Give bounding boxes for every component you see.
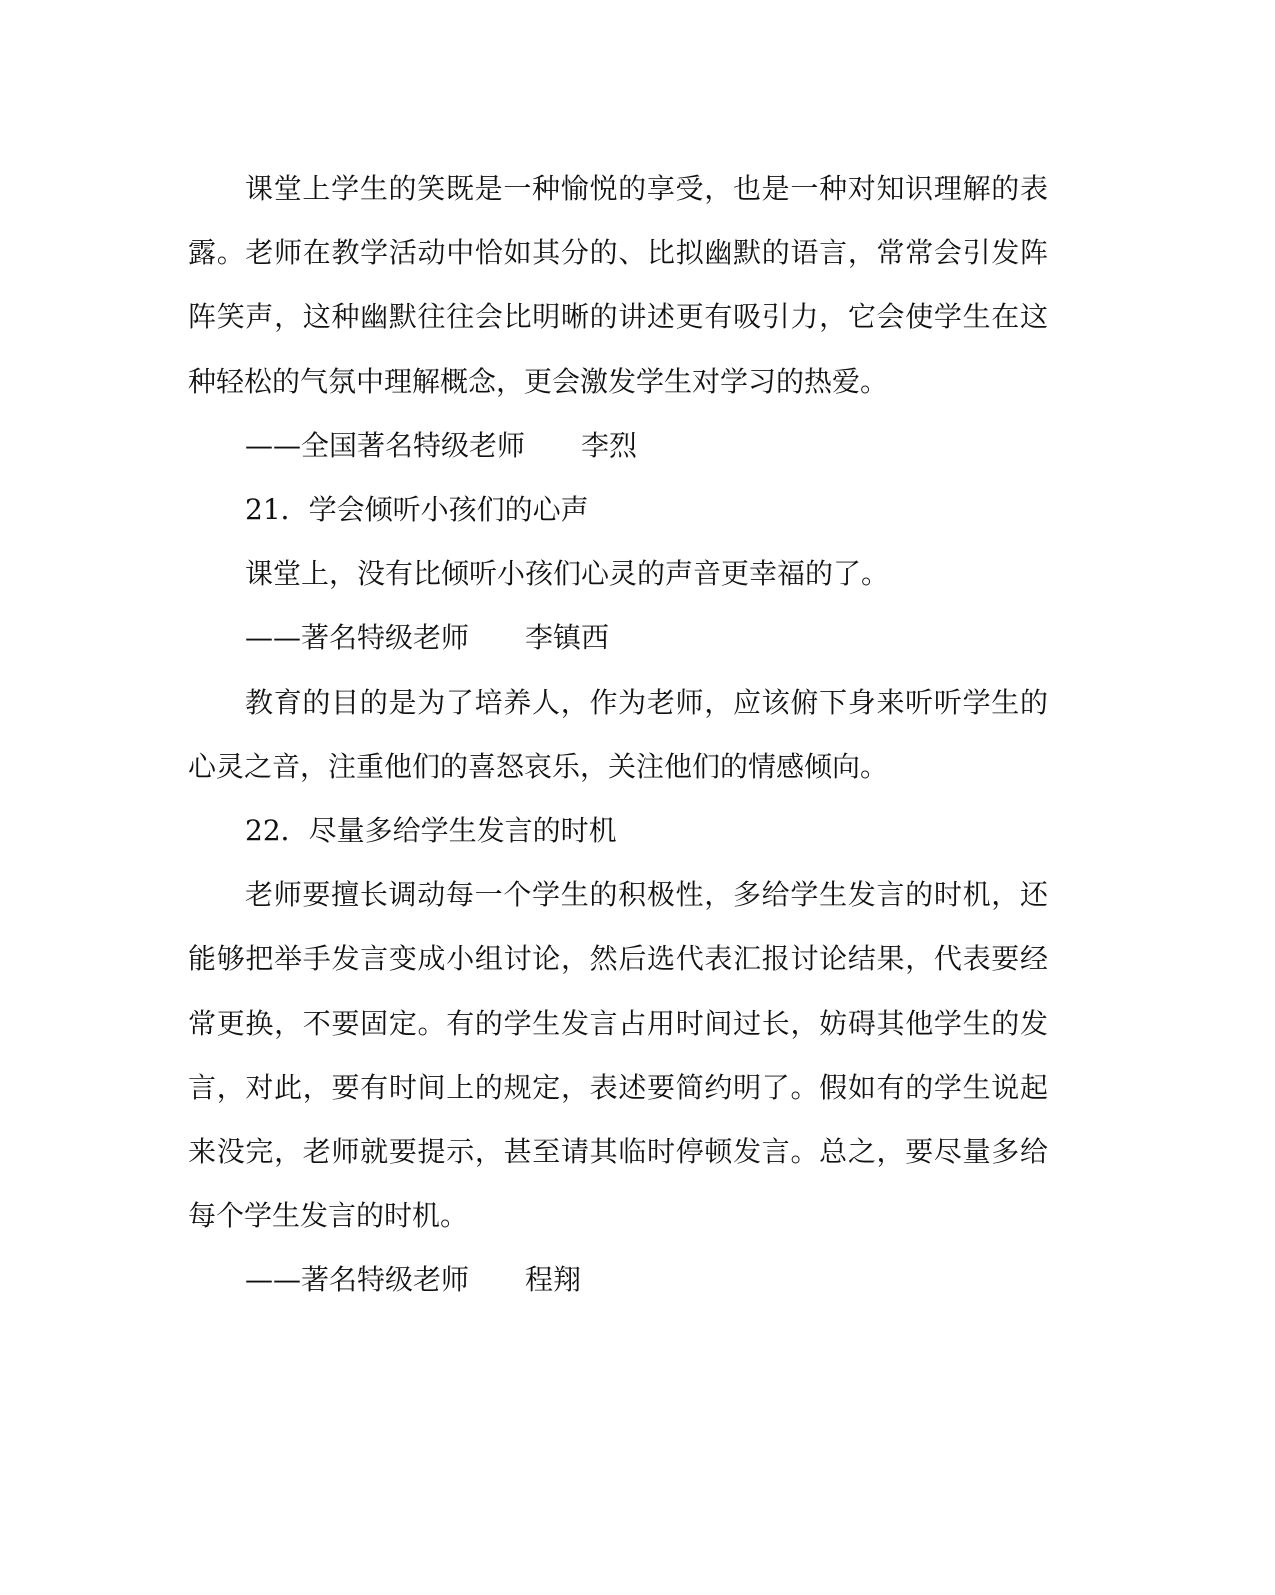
signature-li-lie [188, 414, 1048, 478]
paragraph-speaking-opportunities: 老师要擅长调动每一个学生的积极性，多给学生发言的时机，还能够把举手发言变成小组讨论，然后选代表汇报讨论结果，代表要经常更换，不要固定。有的学生发言占用时间过长，妨碍其他学生的发言，对此，要有时间上的规定，表述要简约明了。假如有的学生说起来没完，老师就要提示，甚至请其临时停顿发言。总之，要尽量多给每个学生发言的时机。 [188, 878, 1048, 1233]
signature-title: ——著名特级老师 [245, 1263, 470, 1297]
paragraph-listening-quote: 课堂上，没有比倾听小孩们心灵的声音更幸福的了。 [245, 557, 890, 591]
paragraph-humor-in-class: 课堂上学生的笑既是一种愉悦的享受，也是一种对知识理解的表露。老师在教学活动中恰如其分的、比拟幽默的语言，常常会引发阵阵笑声，这种幽默往往会比明晰的讲述更有吸引力，它会使学生在这种轻松的气氛中理解概念，更会激发学生对学习的热爱。 [188, 172, 1048, 398]
paragraph-education-purpose: 教育的目的是为了培养人，作为老师，应该俯下身来听听学生的心灵之音，注重他们的喜怒哀乐，关注他们的情感倾向。 [188, 685, 1048, 783]
document-body [188, 157, 1048, 1313]
signature-name: 李镇西 [525, 621, 610, 655]
signature-title: ——全国著名特级老师 [245, 428, 526, 462]
signature-name: 李烈 [581, 428, 638, 462]
section-heading-21: 21．学会倾听小孩们的心声 [245, 493, 589, 527]
signature-cheng-xiang [188, 1248, 1048, 1312]
signature-li-zhenxi [188, 606, 1048, 670]
signature-title: ——著名特级老师 [245, 621, 470, 655]
signature-name: 程翔 [525, 1263, 582, 1297]
section-heading-22: 22．尽量多给学生发言的时机 [245, 814, 617, 848]
